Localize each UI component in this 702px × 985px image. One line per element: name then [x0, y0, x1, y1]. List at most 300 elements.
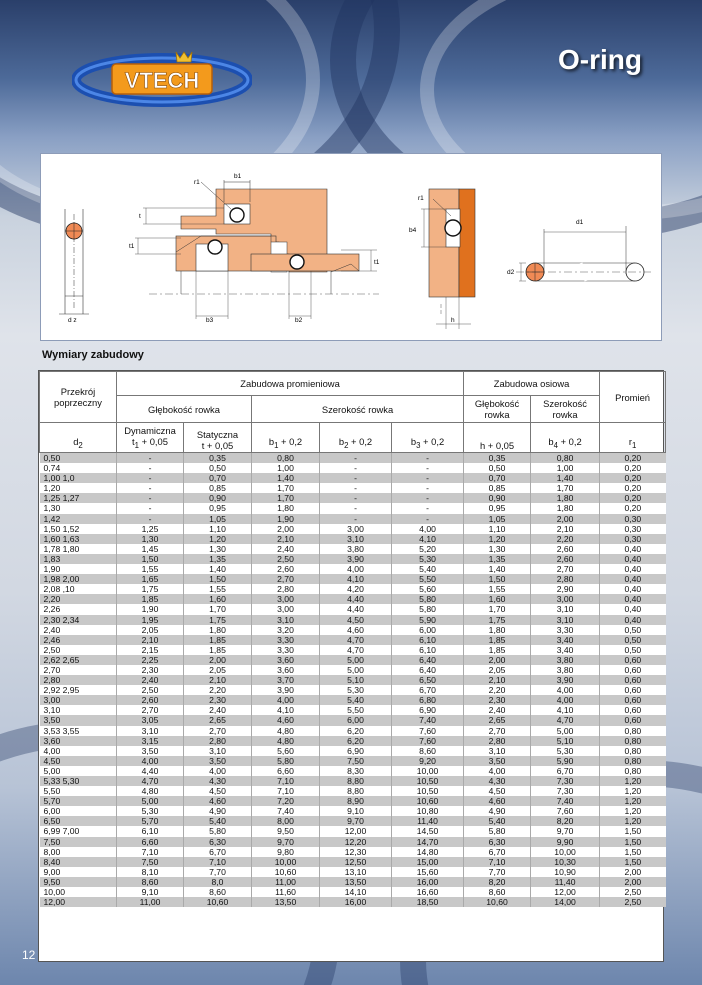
table-cell: 5,10: [320, 675, 392, 685]
table-cell: 5,90: [392, 615, 464, 625]
table-cell: 15,00: [392, 857, 464, 867]
table-cell: 1,10: [184, 524, 252, 534]
page-title: O-ring: [558, 44, 642, 75]
table-cell: 10,60: [464, 897, 531, 907]
table-cell: 1,45: [117, 544, 184, 554]
table-cell: 1,00 1,0: [40, 473, 117, 483]
table-cell: 4,40: [320, 594, 392, 604]
table-row: [40, 524, 666, 534]
radial-groove-drawing: [129, 173, 380, 324]
table-cell: 1,90: [252, 514, 320, 524]
table-cell: 2,15: [117, 645, 184, 655]
table-cell: 7,10: [184, 857, 252, 867]
table-cell: 6,10: [392, 645, 464, 655]
table-row: [40, 887, 666, 897]
svg-text:d2: d2: [507, 269, 515, 276]
table-cell: -: [392, 514, 464, 524]
table-cell: 1,98 2,00: [40, 574, 117, 584]
table-cell: 1,40: [464, 564, 531, 574]
table-cell: -: [392, 453, 464, 464]
table-cell: -: [320, 463, 392, 473]
table-cell: 3,80: [320, 544, 392, 554]
table-cell: 11,40: [531, 877, 600, 887]
table-cell: 1,50: [184, 574, 252, 584]
table-cell: -: [117, 463, 184, 473]
table-cell: 2,20: [40, 594, 117, 604]
table-cell: 3,80: [531, 655, 600, 665]
table-cell: 0,40: [600, 564, 666, 574]
table-cell: 7,60: [392, 736, 464, 746]
table-cell: 6,90: [392, 705, 464, 715]
table-cell: 16,00: [392, 877, 464, 887]
table-cell: 6,20: [320, 736, 392, 746]
table-cell: 6,30: [464, 837, 531, 847]
table-cell: 0,40: [600, 544, 666, 554]
header-glebokosc-osiowa: Głębokość rowka: [464, 396, 531, 423]
table-cell: 2,80: [40, 675, 117, 685]
table-cell: 2,80: [252, 584, 320, 594]
table-cell: 4,10: [252, 705, 320, 715]
page-number: 12: [22, 948, 36, 962]
table-cell: 1,50 1,52: [40, 524, 117, 534]
table-cell: 6,40: [392, 665, 464, 675]
table-cell: 0,60: [600, 685, 666, 695]
table-cell: 0,50: [40, 453, 117, 464]
table-cell: 4,30: [464, 776, 531, 786]
table-cell: 3,30: [252, 645, 320, 655]
table-cell: -: [117, 503, 184, 513]
table-cell: 14,10: [320, 887, 392, 897]
table-cell: 0,60: [600, 655, 666, 665]
table-cell: 13,10: [320, 867, 392, 877]
table-cell: 2,30: [184, 695, 252, 705]
table-cell: 7,10: [464, 857, 531, 867]
table-cell: 2,70: [184, 726, 252, 736]
table-cell: 1,42: [40, 514, 117, 524]
table-cell: 6,70: [531, 766, 600, 776]
table-cell: 1,50: [600, 826, 666, 836]
table-cell: 3,40: [531, 645, 600, 655]
svg-text:t1: t1: [129, 243, 135, 250]
table-cell: 6,00: [40, 806, 117, 816]
table-cell: 12,00: [320, 826, 392, 836]
table-cell: 9,70: [252, 837, 320, 847]
symbol-b2: $b_2 + 0,2$: [320, 423, 392, 453]
table-cell: 7,20: [252, 796, 320, 806]
table-row: [40, 645, 666, 655]
table-cell: 1,55: [184, 584, 252, 594]
table-cell: 6,60: [117, 837, 184, 847]
table-row: [40, 554, 666, 564]
table-row: [40, 837, 666, 847]
table-cell: 4,40: [117, 766, 184, 776]
table-row: [40, 534, 666, 544]
vtech-logo: [72, 48, 252, 108]
table-cell: 2,70: [117, 705, 184, 715]
table-cell: 9,00: [40, 867, 117, 877]
table-row: [40, 463, 666, 473]
symbol-t: Statyczna t + 0,05: [184, 423, 252, 453]
table-cell: 5,80: [252, 756, 320, 766]
svg-text:r1: r1: [194, 179, 200, 186]
table-cell: 0,60: [600, 665, 666, 675]
table-cell: 0,70: [464, 473, 531, 483]
table-cell: 5,80: [464, 826, 531, 836]
table-cell: 7,30: [531, 776, 600, 786]
table-cell: 0,70: [184, 473, 252, 483]
table-cell: 0,80: [600, 726, 666, 736]
table-row: [40, 675, 666, 685]
table-cell: 0,60: [600, 715, 666, 725]
table-cell: 7,50: [117, 857, 184, 867]
table-cell: 2,46: [40, 635, 117, 645]
table-cell: 1,30: [40, 503, 117, 513]
table-row: [40, 877, 666, 887]
table-cell: 5,30: [117, 806, 184, 816]
table-cell: 13,50: [320, 877, 392, 887]
table-cell: 13,50: [252, 897, 320, 907]
table-cell: 2,60: [531, 544, 600, 554]
table-cell: 9,20: [392, 756, 464, 766]
svg-text:b3: b3: [206, 317, 214, 324]
table-cell: 3,50: [117, 746, 184, 756]
table-cell: 6,10: [392, 635, 464, 645]
table-cell: 3,60: [40, 736, 117, 746]
table-row: [40, 826, 666, 836]
table-cell: 3,10: [184, 746, 252, 756]
table-cell: 2,00: [464, 655, 531, 665]
symbol-b3: $b_3 + 0,2$: [392, 423, 464, 453]
header-zabudowa-promieniowa: Zabudowa promieniowa: [117, 372, 464, 396]
table-cell: 9,10: [320, 806, 392, 816]
table-cell: 0,20: [600, 473, 666, 483]
table-cell: 1,20: [184, 534, 252, 544]
table-cell: 7,40: [531, 796, 600, 806]
table-cell: 1,20: [600, 796, 666, 806]
table-row: [40, 594, 666, 604]
table-cell: 10,80: [392, 806, 464, 816]
table-row: [40, 473, 666, 483]
table-cell: 1,80: [252, 503, 320, 513]
table-cell: 5,30: [531, 746, 600, 756]
table-cell: 18,50: [392, 897, 464, 907]
table-cell: 10,50: [392, 776, 464, 786]
symbol-b4: $b_4 + 0,2$: [531, 423, 600, 453]
table-cell: 8,60: [464, 887, 531, 897]
table-cell: 2,50: [117, 685, 184, 695]
header-zabudowa-osiowa: Zabudowa osiowa: [464, 372, 600, 396]
header-szerokosc-osiowa: Szerokość rowka: [531, 396, 600, 423]
symbol-h: h + 0,05: [464, 423, 531, 453]
table-cell: 4,00: [320, 564, 392, 574]
table-cell: 3,30: [252, 635, 320, 645]
table-cell: 10,00: [531, 847, 600, 857]
table-cell: 0,95: [464, 503, 531, 513]
table-row: [40, 806, 666, 816]
oring-side-view: [507, 219, 651, 281]
table-cell: 1,60: [184, 594, 252, 604]
dimensions-table-container: [38, 370, 664, 962]
table-cell: 3,00: [40, 695, 117, 705]
table-cell: 1,20: [600, 806, 666, 816]
table-cell: 8,80: [320, 776, 392, 786]
table-cell: 1,78 1,80: [40, 544, 117, 554]
table-cell: 5,20: [392, 544, 464, 554]
table-cell: 3,00: [252, 594, 320, 604]
table-cell: 8,60: [392, 746, 464, 756]
table-cell: -: [117, 514, 184, 524]
table-cell: 7,50: [40, 837, 117, 847]
table-cell: 14,70: [392, 837, 464, 847]
table-cell: 4,90: [184, 806, 252, 816]
table-cell: 14,80: [392, 847, 464, 857]
table-row: [40, 564, 666, 574]
table-cell: 8,40: [40, 857, 117, 867]
table-cell: 3,50: [184, 756, 252, 766]
table-cell: 2,60: [252, 564, 320, 574]
table-cell: 3,00: [252, 604, 320, 614]
table-cell: 8,20: [464, 877, 531, 887]
table-cell: 5,50: [40, 786, 117, 796]
table-cell: 5,30: [392, 554, 464, 564]
table-cell: 10,60: [252, 867, 320, 877]
table-cell: 4,80: [252, 736, 320, 746]
table-cell: 2,40: [464, 705, 531, 715]
table-cell: 5,80: [184, 826, 252, 836]
table-cell: 6,50: [40, 816, 117, 826]
table-cell: 11,00: [252, 877, 320, 887]
table-cell: 2,70: [531, 564, 600, 574]
table-cell: 1,50: [600, 857, 666, 867]
table-cell: 9,10: [117, 887, 184, 897]
table-cell: 12,50: [320, 857, 392, 867]
table-cell: 4,50: [40, 756, 117, 766]
table-cell: 4,50: [464, 786, 531, 796]
table-cell: 2,90: [531, 584, 600, 594]
table-row: [40, 756, 666, 766]
header-glebokosc-rowka: Głębokość rowka: [117, 396, 252, 423]
table-cell: 6,00: [320, 715, 392, 725]
table-row: [40, 816, 666, 826]
table-cell: 1,00: [252, 463, 320, 473]
table-cell: 2,60: [117, 695, 184, 705]
table-cell: 1,70: [252, 483, 320, 493]
table-cell: 1,70: [464, 604, 531, 614]
table-cell: 7,60: [531, 806, 600, 816]
table-cell: 1,50: [464, 574, 531, 584]
table-cell: 4,70: [531, 715, 600, 725]
table-cell: 4,00: [40, 746, 117, 756]
table-cell: 3,10: [531, 604, 600, 614]
table-cell: 4,50: [320, 615, 392, 625]
table-cell: 2,10: [184, 675, 252, 685]
table-cell: 0,80: [600, 756, 666, 766]
table-cell: -: [320, 473, 392, 483]
table-cell: 3,05: [117, 715, 184, 725]
table-cell: 1,30: [184, 544, 252, 554]
table-row: [40, 715, 666, 725]
table-cell: 10,00: [392, 766, 464, 776]
table-cell: 4,60: [464, 796, 531, 806]
table-cell: 4,00: [531, 695, 600, 705]
table-cell: 1,85: [464, 645, 531, 655]
table-cell: 6,70: [464, 847, 531, 857]
table-row: [40, 746, 666, 756]
table-row: [40, 453, 666, 464]
table-cell: 4,00: [184, 766, 252, 776]
table-cell: 2,20: [184, 685, 252, 695]
table-cell: 3,50: [464, 756, 531, 766]
table-cell: 2,92 2,95: [40, 685, 117, 695]
table-cell: -: [320, 453, 392, 464]
table-cell: 6,90: [320, 746, 392, 756]
table-cell: 1,55: [464, 584, 531, 594]
table-cell: 8,80: [320, 786, 392, 796]
table-cell: 3,53 3,55: [40, 726, 117, 736]
table-cell: 0,80: [600, 746, 666, 756]
table-cell: 6,50: [392, 675, 464, 685]
table-cell: 6,00: [392, 625, 464, 635]
table-cell: 3,50: [40, 715, 117, 725]
table-cell: 2,50: [600, 887, 666, 897]
table-cell: 1,40: [252, 473, 320, 483]
table-cell: 2,80: [184, 736, 252, 746]
table-cell: 0,30: [600, 524, 666, 534]
table-cell: -: [320, 493, 392, 503]
installation-diagram: [40, 153, 662, 341]
table-cell: 1,83: [40, 554, 117, 564]
table-cell: 2,05: [117, 625, 184, 635]
table-cell: 1,05: [464, 514, 531, 524]
table-row: [40, 665, 666, 675]
table-cell: 1,20: [600, 786, 666, 796]
table-row: [40, 655, 666, 665]
table-row: [40, 493, 666, 503]
table-cell: 4,00: [252, 695, 320, 705]
table-cell: 5,00: [117, 796, 184, 806]
table-cell: 5,30: [320, 685, 392, 695]
table-cell: 9,90: [531, 837, 600, 847]
table-cell: 7,50: [320, 756, 392, 766]
table-cell: 2,30: [464, 695, 531, 705]
table-cell: 0,50: [600, 635, 666, 645]
table-cell: 4,80: [117, 786, 184, 796]
table-cell: 2,08 ,10: [40, 584, 117, 594]
table-cell: 0,50: [600, 645, 666, 655]
table-cell: 0,80: [600, 736, 666, 746]
svg-text:d1: d1: [576, 219, 584, 226]
svg-text:b4: b4: [409, 227, 417, 234]
table-cell: 0,74: [40, 463, 117, 473]
table-cell: 10,30: [531, 857, 600, 867]
table-cell: -: [392, 483, 464, 493]
table-cell: 3,20: [252, 625, 320, 635]
table-cell: 5,00: [320, 665, 392, 675]
table-cell: 2,00: [600, 867, 666, 877]
table-row: [40, 574, 666, 584]
table-cell: 6,10: [117, 826, 184, 836]
table-cell: 3,60: [252, 665, 320, 675]
table-cell: 3,10: [531, 615, 600, 625]
table-cell: 1,90: [117, 604, 184, 614]
table-cell: 4,50: [184, 786, 252, 796]
table-cell: 1,50: [600, 847, 666, 857]
table-cell: 7,70: [464, 867, 531, 877]
table-cell: 5,40: [392, 564, 464, 574]
table-cell: 5,60: [392, 584, 464, 594]
table-cell: 1,50: [600, 837, 666, 847]
table-cell: 3,10: [117, 726, 184, 736]
table-cell: 0,35: [184, 453, 252, 464]
table-cell: 0,30: [600, 534, 666, 544]
table-cell: 1,85: [117, 594, 184, 604]
table-cell: 3,10: [40, 705, 117, 715]
table-cell: 12,00: [40, 897, 117, 907]
table-cell: 1,00: [531, 463, 600, 473]
table-row: [40, 544, 666, 554]
table-cell: 4,70: [117, 776, 184, 786]
table-row: [40, 625, 666, 635]
table-cell: 1,80: [531, 503, 600, 513]
oring-section-left: [59, 209, 89, 324]
table-cell: 2,20: [464, 685, 531, 695]
table-cell: 1,10: [464, 524, 531, 534]
table-cell: 1,85: [184, 645, 252, 655]
table-cell: 7,10: [252, 786, 320, 796]
table-cell: 8,0: [184, 877, 252, 887]
table-cell: 3,90: [320, 554, 392, 564]
table-cell: 10,00: [40, 887, 117, 897]
table-row: [40, 705, 666, 715]
table-cell: 6,99 7,00: [40, 826, 117, 836]
table-cell: 8,00: [252, 816, 320, 826]
table-cell: 1,40: [184, 564, 252, 574]
table-cell: -: [392, 503, 464, 513]
table-cell: 3,10: [464, 746, 531, 756]
table-cell: 1,35: [184, 554, 252, 564]
table-cell: 1,40: [531, 473, 600, 483]
table-cell: 0,50: [184, 463, 252, 473]
table-cell: 10,00: [252, 857, 320, 867]
table-cell: 11,40: [392, 816, 464, 826]
table-cell: 4,40: [320, 604, 392, 614]
table-cell: 5,80: [392, 604, 464, 614]
table-cell: 3,90: [531, 675, 600, 685]
table-cell: 4,00: [464, 766, 531, 776]
table-cell: 1,70: [184, 604, 252, 614]
table-cell: 3,10: [252, 615, 320, 625]
table-row: [40, 786, 666, 796]
table-cell: 0,90: [464, 493, 531, 503]
table-cell: 2,05: [184, 665, 252, 675]
table-cell: 7,10: [117, 847, 184, 857]
table-cell: 10,90: [531, 867, 600, 877]
table-cell: 5,60: [252, 746, 320, 756]
table-cell: 7,10: [252, 776, 320, 786]
table-cell: 2,60: [531, 554, 600, 564]
table-cell: 6,70: [184, 847, 252, 857]
section-caption: Wymiary zabudowy: [42, 349, 144, 361]
table-cell: 2,30: [117, 665, 184, 675]
header-promien: Promień: [600, 372, 666, 423]
table-row: [40, 897, 666, 907]
table-cell: 0,80: [252, 453, 320, 464]
table-cell: 9,70: [531, 826, 600, 836]
table-cell: 1,25: [117, 524, 184, 534]
table-row: [40, 776, 666, 786]
table-cell: 7,40: [252, 806, 320, 816]
table-cell: 1,25 1,27: [40, 493, 117, 503]
